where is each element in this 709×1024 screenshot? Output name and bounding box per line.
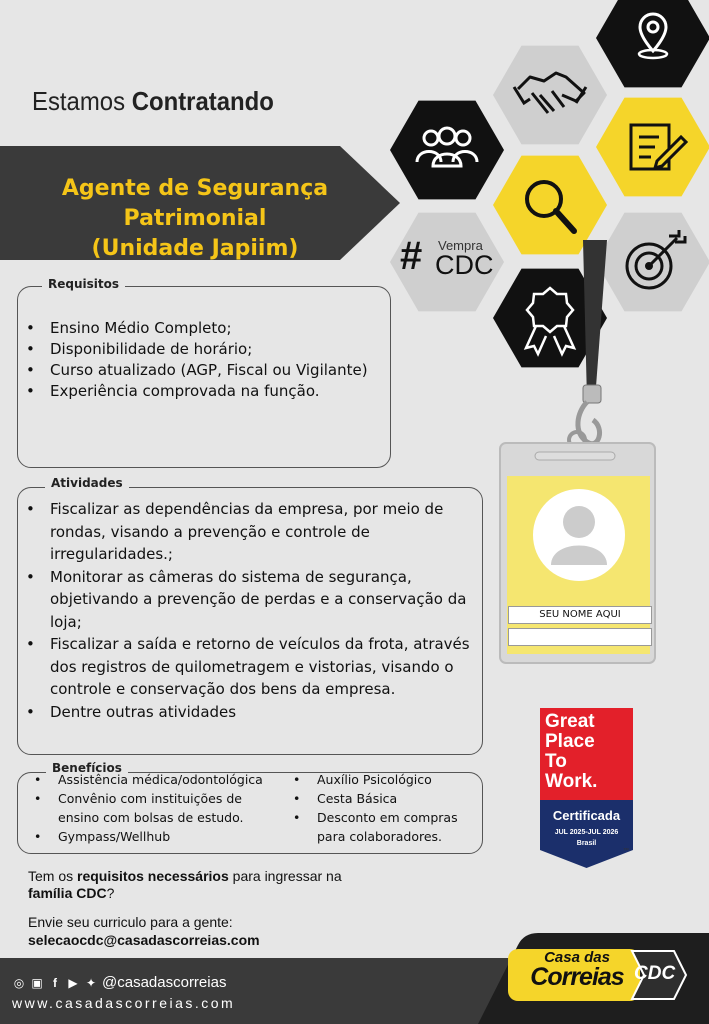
contract-icon — [596, 98, 709, 197]
cta-send: Envie seu curriculo para a gente: — [28, 914, 233, 930]
list-item: • Monitorar as câmeras do sistema de segurança, objetivando a prevenção de perdas e a conservação da loja; — [20, 566, 472, 634]
gptw-line3: To — [545, 751, 567, 772]
gptw-line1: Great — [545, 711, 595, 732]
gptw-line2: Place — [545, 731, 595, 752]
list-item: • Assistência médica/odontológica — [28, 770, 268, 789]
location-pin-icon — [596, 0, 709, 87]
title-bold: Contratando — [131, 86, 274, 116]
whatsapp-icon[interactable]: ◎ — [13, 975, 25, 990]
list-item: • Desconto em compras para colaboradores. — [287, 808, 477, 846]
cta-question: Tem os requisitos necessários para ingressar na família CDC? — [28, 868, 342, 901]
beneficios-col1 — [28, 770, 268, 846]
brand-cdc: CDC — [634, 963, 676, 984]
badge-name-field: SEU NOME AQUI — [508, 606, 652, 624]
badge-blank-field — [508, 628, 652, 646]
beneficios-col2 — [287, 770, 477, 846]
hash-symbol: # — [400, 234, 423, 278]
instagram-icon[interactable]: ▣ — [31, 975, 43, 990]
people-icon — [390, 101, 504, 200]
page-title — [32, 86, 274, 117]
handshake-icon — [493, 46, 607, 145]
requisitos-label: Requisitos — [42, 277, 125, 291]
job-title-line1: Agente de Segurança Patrimonial — [61, 176, 329, 231]
facebook-icon[interactable]: f — [53, 975, 57, 990]
list-item: • Fiscalizar a saída e retorno de veículos da frota, através dos registros de quilometragem e vistorias, visando o controle e conservação dos bens da empresa. — [20, 633, 472, 701]
brand-name: Casa das Correias — [530, 949, 624, 991]
title-prefix: Estamos — [32, 86, 132, 116]
cdc-label: CDC — [435, 250, 494, 280]
gptw-tm: ™ — [623, 848, 629, 854]
website-link[interactable]: www.casadascorreias.com — [12, 995, 236, 1011]
social-row — [12, 974, 226, 991]
atividades-list — [20, 498, 472, 723]
gptw-country: Brasil — [576, 840, 597, 847]
twitter-icon[interactable]: ✦ — [85, 975, 97, 990]
contact-email[interactable]: selecaocdc@casadascorreias.com — [28, 932, 260, 948]
list-item: • Fiscalizar as dependências da empresa, por meio de rondas, visando a prevenção e controle de irregularidades.; — [20, 498, 472, 566]
job-title — [0, 174, 390, 264]
list-item: • Experiência comprovada na função. — [20, 381, 380, 402]
list-item: • Disponibilidade de horário; — [20, 339, 380, 360]
job-title-line2: (Unidade Japiim) — [91, 236, 299, 261]
social-handle[interactable]: @casadascorreias — [102, 974, 227, 991]
list-item: • Auxílio Psicológico — [287, 770, 477, 789]
list-item: • Ensino Médio Completo; — [20, 318, 380, 339]
gptw-period: JUL 2025-JUL 2026 — [554, 829, 619, 836]
vempra-label: Vempra — [438, 238, 483, 253]
list-item: • Curso atualizado (AGP, Fiscal ou Vigilante) — [20, 360, 380, 381]
list-item: • Dentre outras atividades — [20, 701, 472, 724]
list-item: • Gympass/Wellhub — [28, 827, 268, 846]
list-item: • Convênio com instituições de ensino com bolsas de estudo. — [28, 789, 268, 827]
gptw-line4: Work. — [545, 771, 598, 792]
list-item: • Cesta Básica — [287, 789, 477, 808]
youtube-icon[interactable]: ▶ — [68, 975, 78, 990]
gptw-certificada: Certificada — [552, 808, 621, 823]
beneficios-label: Benefícios — [46, 761, 128, 775]
requisitos-list — [20, 318, 380, 402]
gptw-seal — [540, 708, 633, 868]
atividades-label: Atividades — [45, 476, 129, 490]
